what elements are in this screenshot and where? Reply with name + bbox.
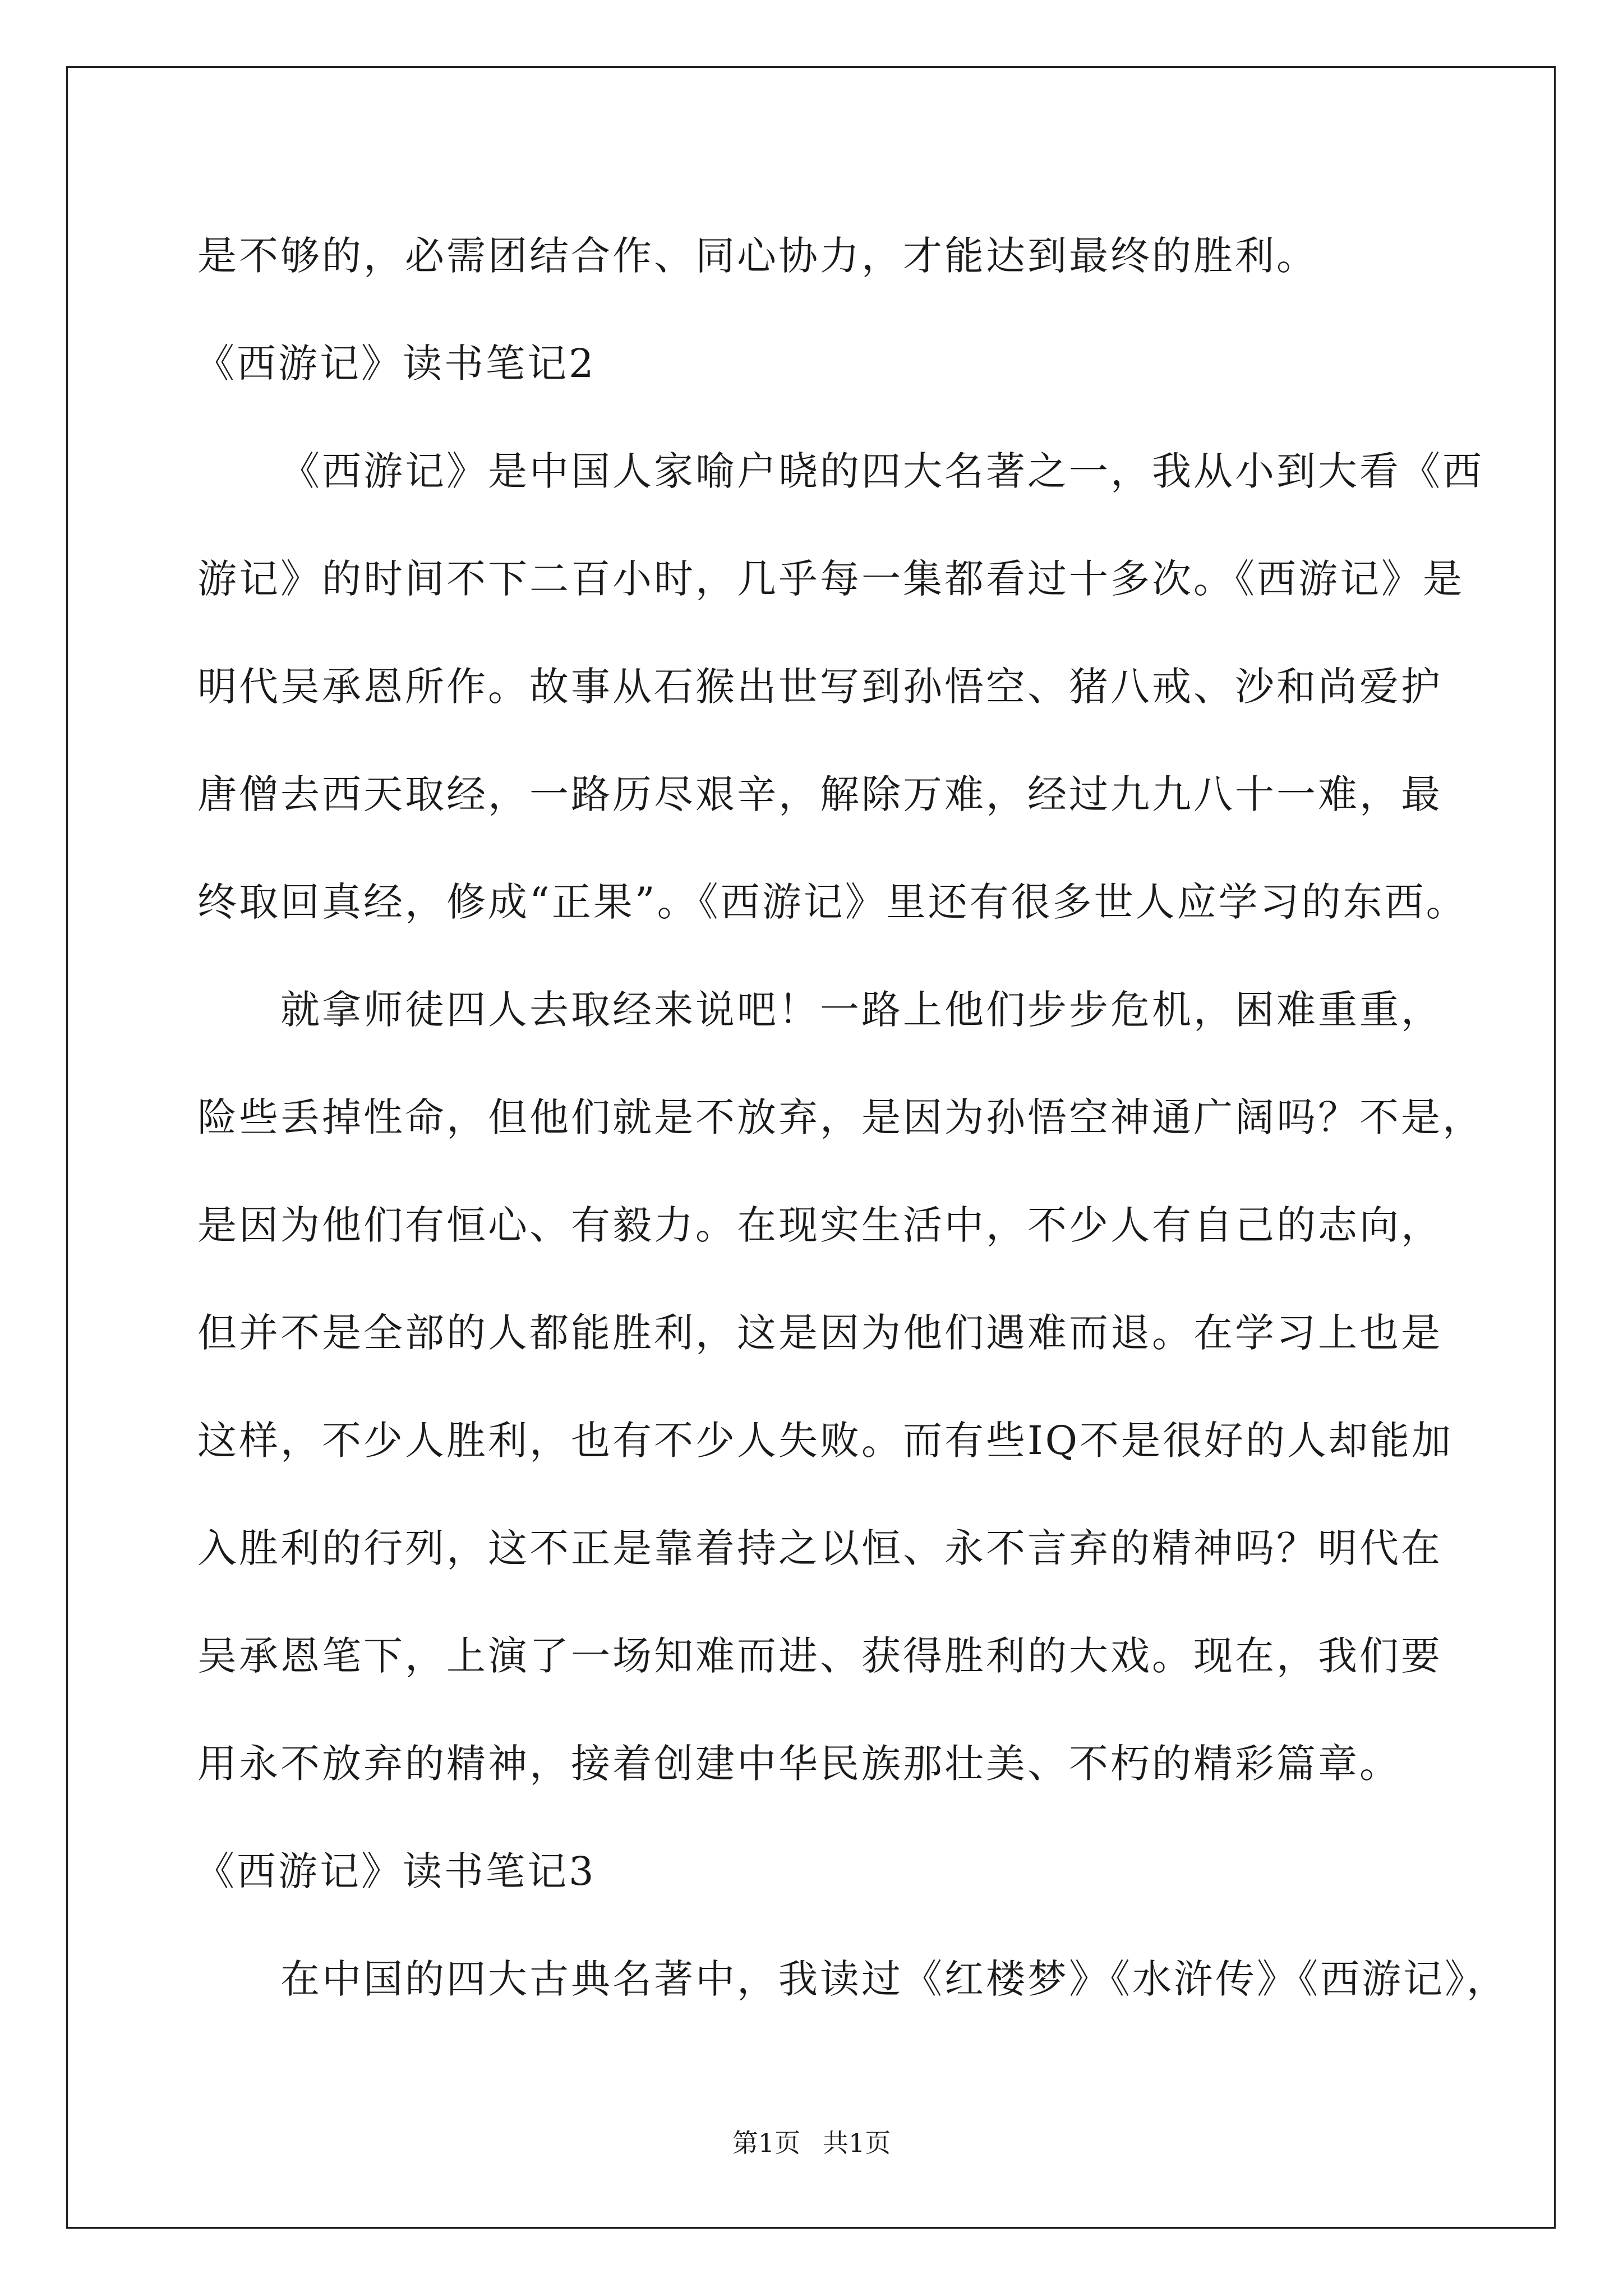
text-line: 是不够的，必需团结合作、同心协力，才能达到最终的胜利。 — [197, 233, 1318, 279]
section-heading: 《西游记》读书笔记2 — [195, 341, 596, 386]
page-number: 第1页 — [732, 2128, 800, 2158]
text-line: 唐僧去西天取经，一路历尽艰辛，解除万难，经过九九八十一难，最 — [197, 771, 1442, 817]
text-line: 就拿师徒四人去取经来说吧！一路上他们步步危机，困难重重， — [280, 987, 1442, 1033]
text-line: 是因为他们有恒心、有毅力。在现实生活中，不少人有自己的志向， — [197, 1202, 1442, 1248]
text-line: 用永不放弃的精神，接着创建中华民族那壮美、不朽的精彩篇章。 — [197, 1741, 1401, 1787]
text-line: 险些丢掉性命，但他们就是不放弃，是因为孙悟空神通广阔吗？不是， — [197, 1094, 1484, 1140]
text-line: 《西游记》是中国人家喻户晓的四大名著之一，我从小到大看《西 — [280, 448, 1484, 494]
text-line: 终取回真经，修成“正果”。《西游记》里还有很多世人应学习的东西。 — [197, 879, 1468, 925]
page-footer — [0, 2126, 1623, 2160]
text-line: 在中国的四大古典名著中，我读过《红楼梦》《水浒传》《西游记》， — [280, 1956, 1508, 2002]
section-heading: 《西游记》读书笔记3 — [195, 1848, 596, 1894]
text-line: 游记》的时间不下二百小时，几乎每一集都看过十多次。《西游记》是 — [197, 556, 1464, 602]
text-line: 这样，不少人胜利，也有不少人失败。而有些IQ不是很好的人却能加 — [197, 1418, 1454, 1464]
document-body — [195, 202, 1508, 2033]
page-total: 共1页 — [823, 2128, 891, 2158]
text-line: 但并不是全部的人都能胜利，这是因为他们遇难而退。在学习上也是 — [197, 1310, 1442, 1356]
text-line: 入胜利的行列，这不正是靠着持之以恒、永不言弃的精神吗？明代在 — [197, 1525, 1442, 1571]
text-line: 吴承恩笔下，上演了一场知难而进、获得胜利的大戏。现在，我们要 — [197, 1633, 1442, 1679]
text-line: 明代吴承恩所作。故事从石猴出世写到孙悟空、猪八戒、沙和尚爱护 — [197, 664, 1442, 710]
